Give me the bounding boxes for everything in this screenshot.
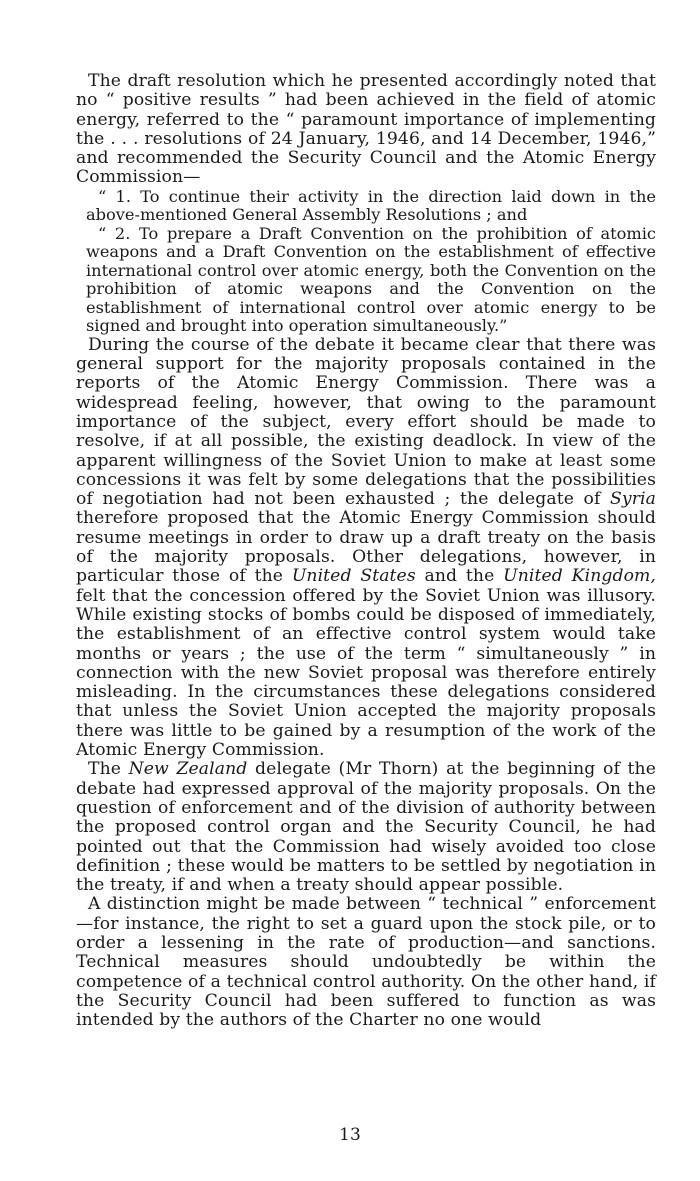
quoted-clause-2: “ 2. To prepare a Draft Convention on the prohibition of atomic weapons and a Draft Convention on the establishment of effective international control over atomic energy, both the Convention on the prohibition of atomic weapons and the Convention on the establishment of international control over atomic energy to be signed and brought into operation simultaneously.” (86, 223, 656, 336)
body-text (76, 72, 656, 1030)
quoted-clause-1: “ 1. To continue their activity in the direction laid down in the above-mentioned General Assembly Resolutions ; and (86, 186, 656, 225)
paragraph-debate (76, 336, 656, 761)
country-united-kingdom: United Kingdom, (503, 566, 656, 587)
country-syria: Syria (610, 489, 656, 510)
paragraph-draft-resolution: The draft resolution which he presented accordingly noted that no “ positive results ” had been achieved in the field of atomic energy, referred to the “ paramount importance of implementing the . . . resolutions of 24 January, 1946, and 14 December, 1946,” and recommended the Security Council and the Atomic Energy Commission— (76, 71, 656, 188)
text-run: and the (415, 566, 504, 587)
paragraph-new-zealand (76, 760, 656, 895)
country-united-states: United States (291, 566, 416, 587)
text-run: therefore proposed that the Atomic Energy Commission should resume meetings in order to draw up a draft treaty on the basis of the majority proposals. Other delegations, however, in particular those of the (76, 508, 656, 587)
text-run: felt that the concession offered by the Soviet Union was illusory. While existing stocks of bombs could be disposed of immediately, the establishment of an effective control system would take months or years ; the use of the term “ simultaneously ” in connection with the new Soviet proposal was therefore entirely misleading. In the circumstances these delegations considered that unless the Soviet Union accepted the majority proposals there was little to be gained by a resumption of the work of the Atomic Energy Commission. (76, 585, 656, 761)
country-new-zealand: New Zealand (128, 759, 248, 780)
text-run: The (88, 759, 129, 780)
text-run: delegate (Mr Thorn) at the beginning of the debate had expressed approval of the majority proposals. On the question of enforcement and of the division of authority between the proposed control organ and the Security Council, he had pointed out that the Commission had wisely avoided too close definition ; these would be matters to be settled by negotiation in the treaty, if and when a treaty should appear possible. (76, 759, 656, 896)
paragraph-enforcement: A distinction might be made between “ technical ” enforcement—for instance, the right to set a guard upon the stock pile, or to order a lessening in the rate of production—and sanctions. Technical measures should undoubtedly be within the competence of a technical control authority. On the other hand, if the Security Council had been suffered to function as was intended by the authors of the Charter no one would (76, 894, 656, 1031)
page-number: 13 (339, 1125, 361, 1145)
text-run: During the course of the debate it became clear that there was general support for the majority proposals contained in the reports of the Atomic Energy Commission. There was a widespread feeling, however, that owing to the paramount importance of the subject, every effort should be made to resolve, if at all possible, the existing deadlock. In view of the apparent willingness of the Soviet Union to make at least some concessions it was felt by some delegations that the possibilities of negotiation had not been exhausted ; the delegate of (76, 334, 656, 510)
